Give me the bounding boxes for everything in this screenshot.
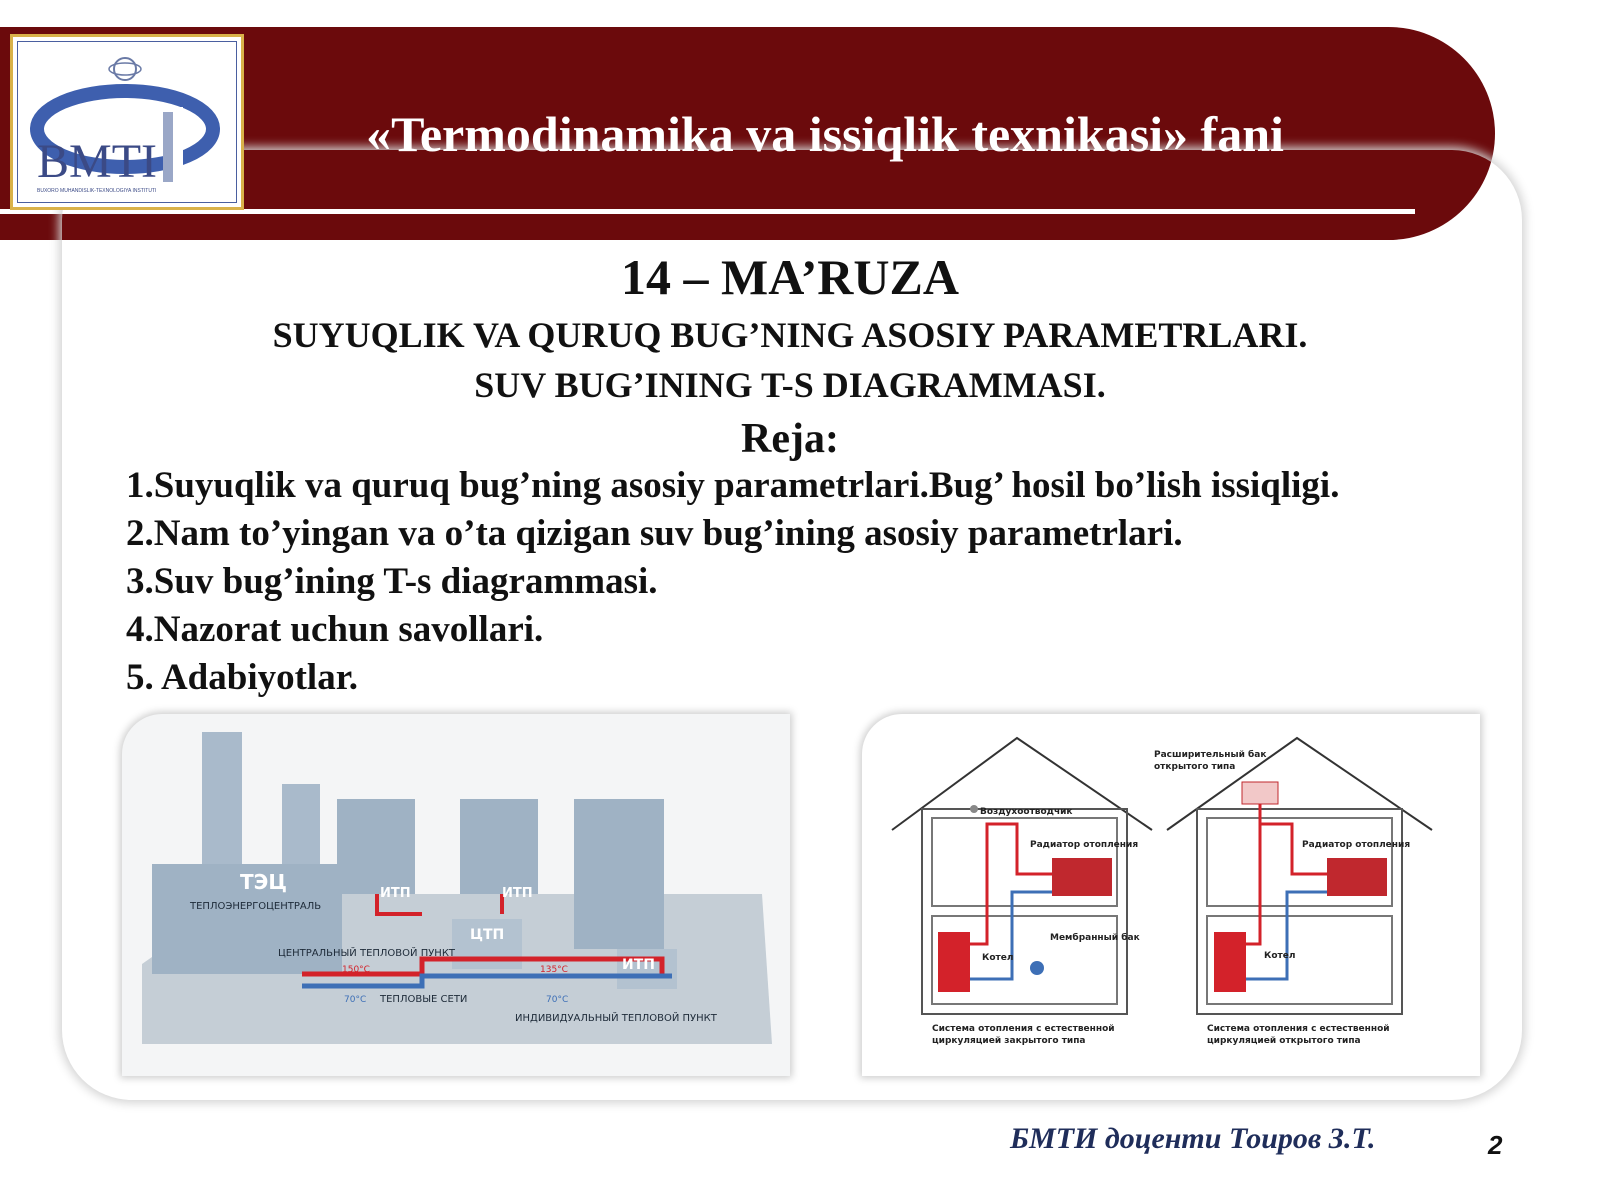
label-expansion-tank-line1: Расширительный бак (1154, 750, 1267, 760)
plan-item: 5. Adabiyotlar. (126, 657, 358, 698)
expansion-tank-icon (1242, 782, 1278, 804)
label-radiator-2: Радиатор отопления (1302, 840, 1411, 850)
plan-heading: Reja: (741, 416, 839, 462)
district-heating-illustration (122, 714, 790, 1076)
plan-item: 4.Nazorat uchun savollari. (126, 609, 544, 650)
label-tec-full: ТЕПЛОЭНЕРГОЦЕНТРАЛЬ (190, 901, 322, 912)
air-vent-icon (970, 805, 978, 813)
label-ctp: ЦТП (470, 927, 505, 943)
logo-atom-icon (114, 58, 136, 80)
district-heating-drawing (122, 714, 790, 1076)
label-temp-70a: 70°C (344, 995, 367, 1005)
logo-caption: BUXORO MUHANDISLIK-TEXNOLOGIYA INSTITUTI (37, 188, 157, 194)
label-radiator-1: Радиатор отопления (1030, 840, 1139, 850)
label-membrane-tank: Мембранный бак (1050, 933, 1140, 943)
lecture-subtitle-1: SUYUQLIK VA QURUQ BUG’NING ASOSIY PARAMETRLARI. (272, 315, 1308, 355)
logo-emblem (13, 37, 241, 207)
plan-item: 1.Suyuqlik va quruq bug’ning asosiy parametrlari.Bug’ hosil bo’lish issiqligi. (126, 465, 1340, 506)
house-2-boiler (1214, 932, 1246, 992)
label-temp-135: 135°C (540, 965, 568, 975)
label-temp-150: 150°C (342, 965, 370, 975)
label-itp-2: ИТП (502, 886, 533, 901)
institute-logo (10, 34, 244, 210)
plan-item: 2.Nam to’yingan va o’ta qizigan suv bug’ining asosiy parametrlari. (126, 513, 1183, 554)
label-temp-70b: 70°C (546, 995, 569, 1005)
plan-item: 3.Suv bug’ining T-s diagrammasi. (126, 561, 658, 602)
footer-author: БМТИ доценти Тоиров З.Т. (1010, 1122, 1376, 1155)
house-heating-drawing (862, 714, 1480, 1076)
page-number: 2 (1488, 1130, 1503, 1160)
house-1-boiler (938, 932, 970, 992)
label-networks: ТЕПЛОВЫЕ СЕТИ (380, 994, 468, 1005)
lecture-title: 14 – MA’RUZA (621, 249, 959, 305)
label-ctp-full: ЦЕНТРАЛЬНЫЙ ТЕПЛОВОЙ ПУНКТ (278, 948, 456, 959)
label-tec: ТЭЦ (240, 870, 287, 894)
caption-system-1-line2: циркуляцией закрытого типа (932, 1036, 1086, 1046)
house-1-radiator (1052, 858, 1112, 896)
caption-system-1-line1: Система отопления с естественной (932, 1024, 1115, 1034)
logo-pillar (163, 112, 173, 182)
label-expansion-tank-line2: открытого типа (1154, 762, 1236, 772)
label-itp-full: ИНДИВИДУАЛЬНЫЙ ТЕПЛОВОЙ ПУНКТ (515, 1013, 717, 1024)
caption-system-2-line2: циркуляцией открытого типа (1207, 1036, 1361, 1046)
caption-system-2-line1: Система отопления с естественной (1207, 1024, 1390, 1034)
building-1 (337, 799, 415, 894)
slide-title: «Termodinamika va issiqlik texnikasi» fani (366, 106, 1284, 162)
label-air-vent: Воздухоотводчик (980, 807, 1073, 817)
logo-text: BMTI (37, 135, 157, 188)
building-3 (574, 799, 664, 949)
label-itp-1: ИТП (380, 886, 411, 901)
label-boiler-1: Котел (982, 953, 1014, 963)
label-itp-3: ИТП (622, 957, 655, 973)
house-2-radiator (1327, 858, 1387, 896)
label-boiler-2: Котел (1264, 951, 1296, 961)
lecture-subtitle-2: SUV BUG’INING T-S DIAGRAMMASI. (474, 365, 1106, 405)
plan-list (126, 462, 1339, 702)
house-heating-illustration (862, 714, 1480, 1076)
membrane-tank-icon (1030, 961, 1044, 975)
building-2 (460, 799, 538, 894)
